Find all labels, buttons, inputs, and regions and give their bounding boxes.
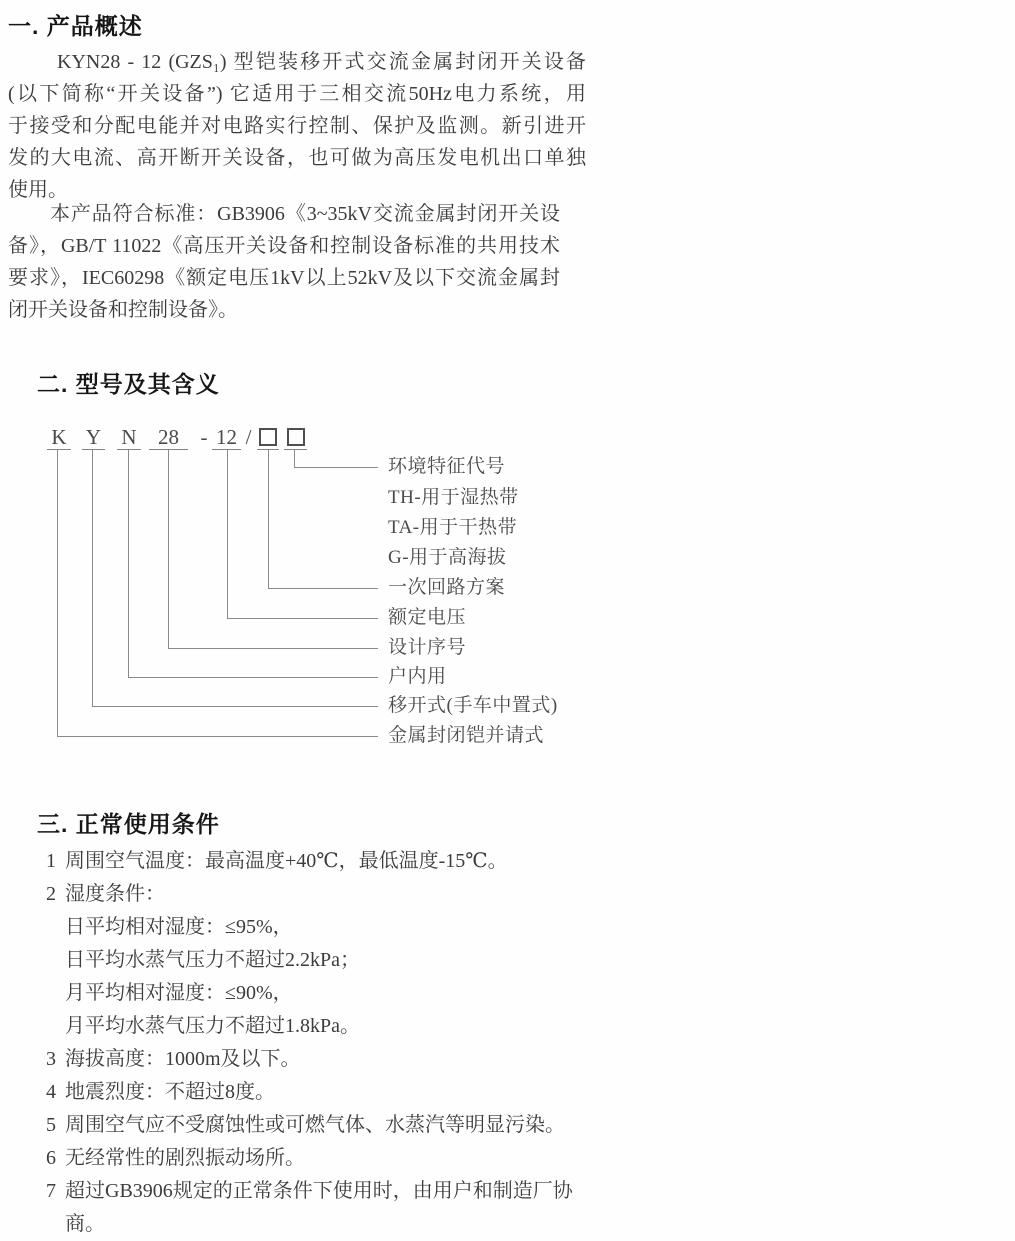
connector-line <box>128 450 129 678</box>
model-symbol-12: 12 <box>212 426 241 450</box>
connector-line <box>57 736 378 737</box>
condition-text: 日平均相对湿度：≤95%， <box>65 916 293 938</box>
connector-line <box>227 450 228 619</box>
model-symbol-dash: - <box>200 425 208 449</box>
condition-number: 7 <box>46 1180 56 1202</box>
paragraph-line: 发的大电流、高开断开关设备，也可做为高压发电机出口单独 <box>8 147 586 169</box>
condition-item <box>46 845 573 878</box>
condition-item <box>46 1208 573 1241</box>
connector-line <box>92 450 93 707</box>
model-symbol-slash: / <box>245 425 252 449</box>
condition-item <box>46 1109 573 1142</box>
diagram-label-environment: 环境特征代号 <box>388 456 506 477</box>
condition-number: 1 <box>46 850 56 872</box>
paragraph-line: 本产品符合标准：GB3906《3~35kV交流金属封闭开关设 <box>50 203 560 225</box>
condition-text: 周围空气应不受腐蚀性或可燃气体、水蒸汽等明显污染。 <box>65 1114 565 1136</box>
condition-item <box>46 977 573 1010</box>
connector-line <box>227 618 378 619</box>
diagram-label-primary-scheme: 一次回路方案 <box>388 577 506 598</box>
condition-text: 无经常性的剧烈振动场所。 <box>65 1147 305 1169</box>
condition-text: 海拔高度：1000m及以下。 <box>65 1048 301 1070</box>
paragraph-line: 于接受和分配电能并对电路实行控制、保护及监测。新引进开 <box>8 115 586 137</box>
section-heading-overview: 一. 产品概述 <box>8 13 143 39</box>
connector-line <box>92 706 378 707</box>
connector-line <box>57 450 58 737</box>
overview-paragraph-2 <box>8 198 560 326</box>
paragraph-line: 闭开关设备和控制设备》。 <box>8 299 238 321</box>
model-symbol-n: N <box>117 426 141 450</box>
placeholder-box-1 <box>257 426 279 450</box>
condition-item <box>46 878 573 911</box>
condition-text: 周围空气温度：最高温度+40℃，最低温度-15℃。 <box>65 850 508 872</box>
connector-line <box>128 677 378 678</box>
paragraph-line: 备》，GB/T 11022《高压开关设备和控制设备标准的共用技术 <box>8 235 560 257</box>
condition-number: 2 <box>46 883 56 905</box>
paragraph-line: 使用。 <box>8 179 68 201</box>
condition-item <box>46 1043 573 1076</box>
connector-line <box>168 450 169 649</box>
condition-text: 月平均水蒸气压力不超过1.8kPa。 <box>65 1015 360 1037</box>
model-symbol-k: K <box>47 426 71 450</box>
connector-line <box>268 450 269 589</box>
diagram-label-design-serial: 设计序号 <box>388 637 467 658</box>
placeholder-box-2 <box>284 426 307 450</box>
condition-number: 5 <box>46 1114 56 1136</box>
condition-number: 3 <box>46 1048 56 1070</box>
diagram-label-withdrawable: 移开式(手车中置式) <box>388 695 558 716</box>
diagram-label-rated-voltage: 额定电压 <box>388 607 467 628</box>
diagram-label-ta: TA-用于干热带 <box>388 517 518 538</box>
diagram-label-indoor: 户内用 <box>388 666 447 687</box>
condition-item <box>46 944 573 977</box>
paragraph-line: (以下简称“开关设备”) 它适用于三相交流50Hz电力系统，用 <box>8 83 586 105</box>
diagram-label-th: TH-用于湿热带 <box>388 487 519 508</box>
condition-text: 日平均水蒸气压力不超过2.2kPa； <box>65 949 360 971</box>
overview-paragraph-1 <box>8 46 586 206</box>
connector-line <box>294 450 295 468</box>
diagram-label-metal-enclosed: 金属封闭铠并请式 <box>388 725 545 746</box>
placeholder-box-icon <box>259 428 277 446</box>
placeholder-box-icon <box>287 428 305 446</box>
conditions-list <box>46 845 573 1241</box>
diagram-label-g: G-用于高海拔 <box>388 547 507 568</box>
condition-item <box>46 1142 573 1175</box>
condition-item <box>46 1076 573 1109</box>
condition-text: 地震烈度：不超过8度。 <box>65 1081 275 1103</box>
condition-text: 商。 <box>65 1213 105 1235</box>
model-symbol-28: 28 <box>149 426 188 450</box>
condition-item <box>46 1010 573 1043</box>
condition-number: 6 <box>46 1147 56 1169</box>
connector-line <box>294 467 378 468</box>
condition-number: 4 <box>46 1081 56 1103</box>
model-symbol-y: Y <box>82 426 105 450</box>
connector-line <box>168 648 378 649</box>
paragraph-line: KYN28 - 12 (GZS₁) 型铠装移开式交流金属封闭开关设备 <box>57 51 586 73</box>
condition-item <box>46 911 573 944</box>
connector-line <box>268 588 378 589</box>
model-designation-diagram <box>0 425 1015 775</box>
condition-text: 月平均相对湿度：≤90%， <box>65 982 293 1004</box>
paragraph-line: 要求》，IEC60298《额定电压1kV以上52kV及以下交流金属封 <box>8 267 560 289</box>
section-heading-conditions: 三. 正常使用条件 <box>37 811 220 837</box>
condition-text: 湿度条件： <box>65 883 165 905</box>
section-heading-model: 二. 型号及其含义 <box>37 371 220 397</box>
condition-item <box>46 1175 573 1208</box>
condition-text: 超过GB3906规定的正常条件下使用时，由用户和制造厂协 <box>65 1180 573 1202</box>
